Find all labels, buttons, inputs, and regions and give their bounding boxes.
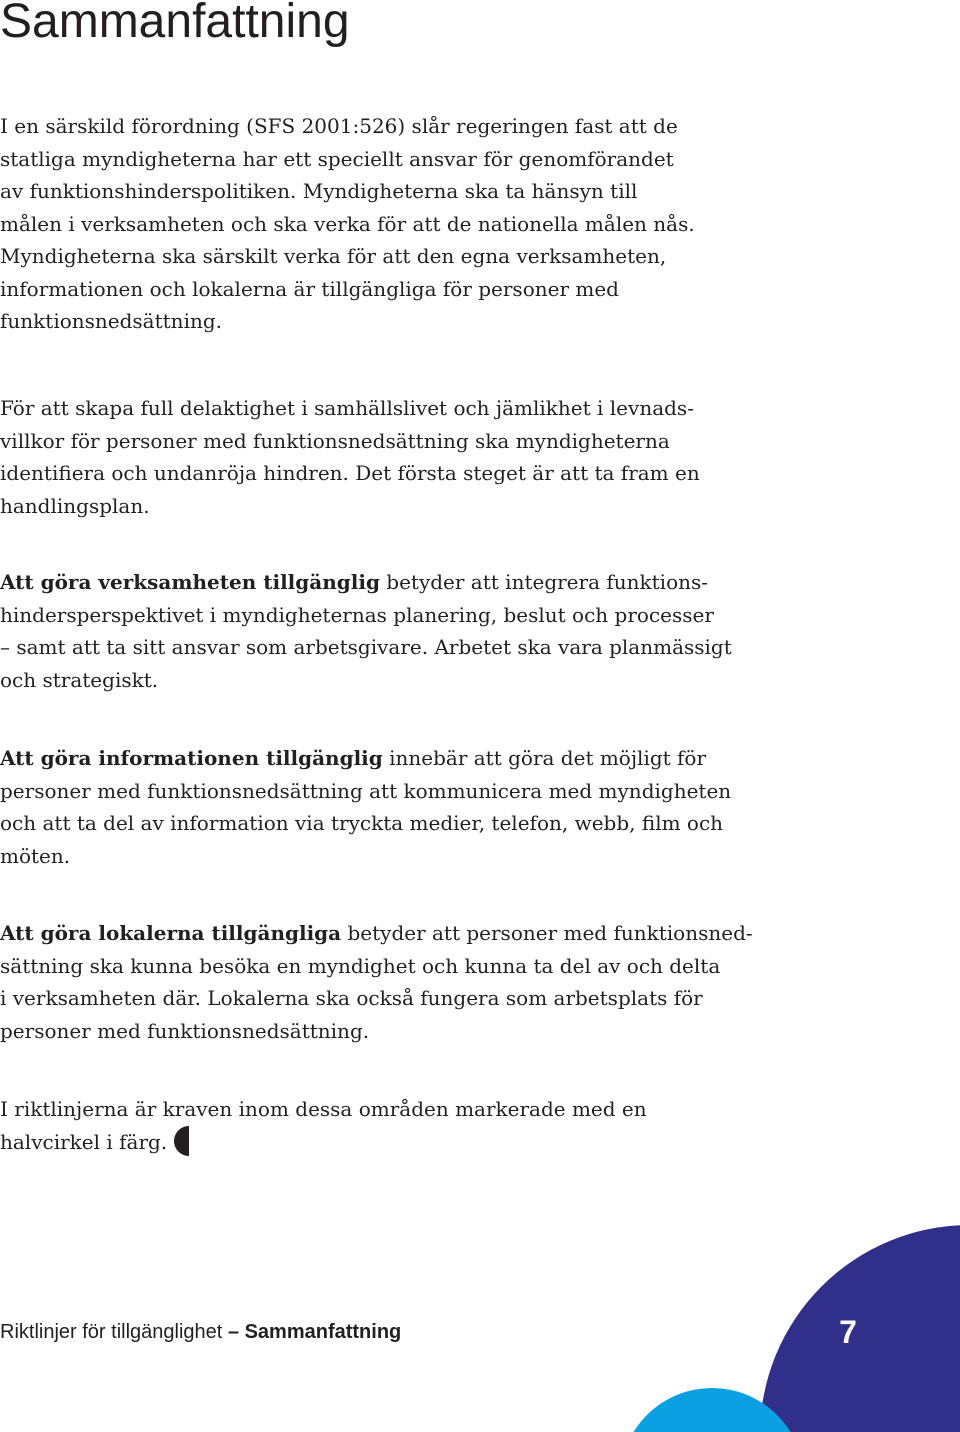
text-line: handlingsplan. — [0, 493, 150, 518]
text-line: personer med funktionsnedsättning. — [0, 1018, 370, 1043]
text-line: I riktlinjerna är kraven inom dessa områden markerade med en — [0, 1097, 647, 1121]
text-line: personer med funktionsnedsättning att kommunicera med myndigheten — [0, 778, 732, 803]
text-line: i verksamheten där. Lokalerna ska också fungera som arbetsplats för — [0, 986, 703, 1010]
text-line: målen i verksamheten och ska verka för att de nationella målen nås. — [0, 211, 695, 236]
text-fragment: halvcirkel i färg. — [0, 1129, 168, 1154]
text-line: sättning ska kunna besöka en myndighet och kunna ta del av och delta — [0, 953, 721, 978]
text-line: identifiera och undanröja hindren. Det första steget är att ta fram en — [0, 461, 700, 485]
publication-name: Riktlinjer för tillgänglighet — [0, 1321, 223, 1343]
footer-separator: – — [227, 1321, 240, 1343]
lead-phrase: Att göra informationen tillgänglig — [0, 746, 383, 770]
lead-continuation: innebär att göra det möjligt för — [382, 746, 707, 770]
text-line: villkor för personer med funktionsnedsättning ska myndigheterna — [0, 428, 670, 453]
text-line: För att skapa full delaktighet i samhällslivet och jämlikhet i levnads- — [0, 396, 694, 420]
text-line: hindersperspektivet i myndigheternas planering, beslut och processer — [0, 602, 714, 627]
text-line: möten. — [0, 843, 71, 868]
lead-phrase: Att göra verksamheten tillgänglig — [0, 570, 380, 594]
text-line: och strategiskt. — [0, 667, 159, 692]
lead-continuation: betyder att integrera funktions- — [379, 570, 709, 594]
page-title: Sammanfattning — [0, 0, 350, 48]
text-line: och att ta del av information via tryckta medier, telefon, webb, film och — [0, 811, 724, 835]
lead-continuation: betyder att personer med funktionsned- — [341, 921, 753, 945]
lead-phrase: Att göra lokalerna tillgängliga — [0, 921, 342, 945]
text-line: – samt att ta sitt ansvar som arbetsgivare. Arbetet ska vara planmässigt — [0, 635, 732, 659]
text-line: av funktionshinderspolitiken. Myndigheterna ska ta hänsyn till — [0, 179, 638, 203]
text-line: funktionsnedsättning. — [0, 309, 223, 333]
section-name: Sammanfattning — [244, 1321, 402, 1343]
text-line: informationen och lokalerna är tillgängliga för personer med — [0, 276, 619, 301]
text-line: I en särskild förordning (SFS 2001:526) slår regeringen fast att de — [0, 114, 678, 138]
page-number: 7 — [839, 1314, 857, 1350]
text-line: statliga myndigheterna har ett speciellt ansvar för genomförandet — [0, 146, 674, 171]
text-line: Myndigheterna ska särskilt verka för att den egna verksamheten, — [0, 244, 667, 268]
